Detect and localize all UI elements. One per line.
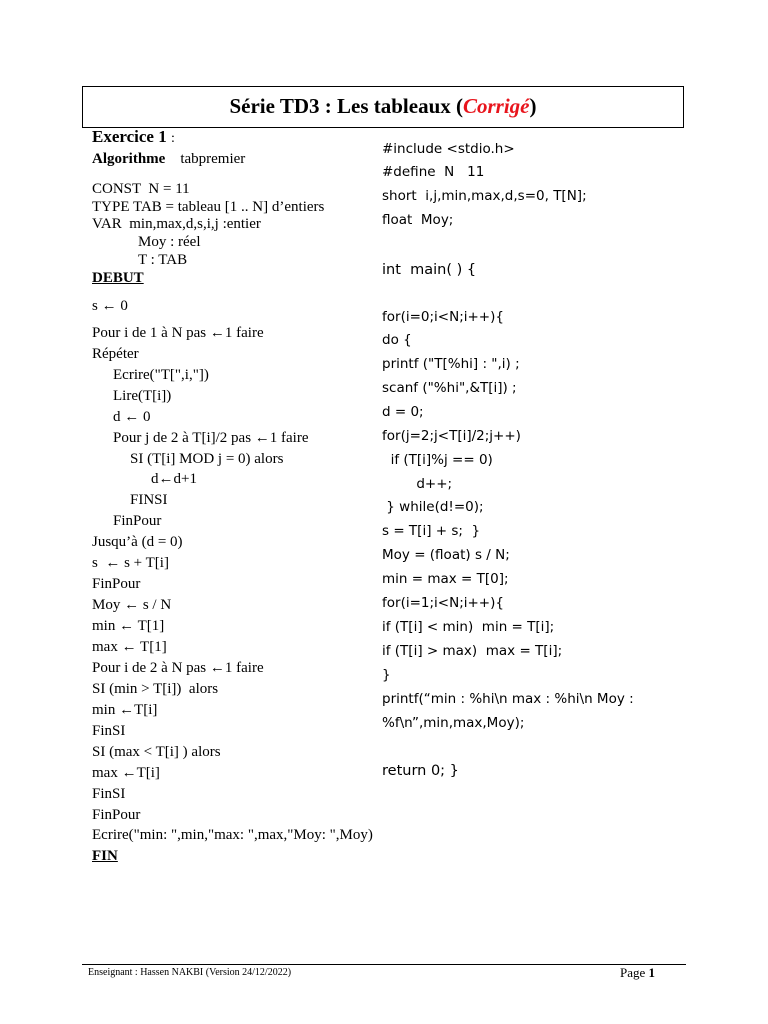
code-line: for(i=1;i<N;i++){ [382,595,504,611]
pseudocode-line: Moy : réel [138,234,201,250]
page-title [82,86,684,128]
title-prefix: Série TD3 : Les tableaux ( [229,94,463,118]
pseudocode-line: min ← T[1] [92,618,165,634]
code-line: for(j=2;j<T[i]/2;j++) [382,428,521,444]
pseudocode-line: Pour i de 2 à N pas ←1 faire [92,660,264,676]
pseudocode-line: d ← 0 [113,409,151,425]
pseudocode-line: Répéter [92,346,139,362]
code-line: d = 0; [382,404,424,420]
pseudocode-line: FinPour [92,807,141,823]
code-line: if (T[i] > max) max = T[i]; [382,643,563,659]
pseudocode-line: Pour j de 2 à T[i]/2 pas ←1 faire [113,430,309,446]
pseudocode-line: FinSI [92,723,126,739]
pseudocode-line: s ← s + T[i] [92,555,169,571]
pseudocode-line: max ←T[i] [92,765,160,781]
pseudocode-line: Ecrire("min: ",min,"max: ",max,"Moy: ",Moy) [92,827,373,843]
pseudocode-line: Ecrire("T[",i,"]) [113,367,209,383]
code-line: if (T[i] < min) min = T[i]; [382,619,555,635]
code-line: %f\n”,min,max,Moy); [382,715,525,731]
pseudocode-line: SI (min > T[i]) alors [92,681,219,697]
exercise-colon: : [170,131,175,146]
code-line: scanf ("%hi",&T[i]) ; [382,380,517,396]
exercise-heading [92,127,175,147]
pseudocode-keyword-fin: FIN [92,848,118,864]
code-line: int main( ) { [382,262,477,278]
code-line: for(i=0;i<N;i++){ [382,309,504,325]
code-line: short i,j,min,max,d,s=0, T[N]; [382,188,587,204]
code-line: return 0; } [382,763,459,779]
title-highlight: Corrigé [463,94,530,118]
code-line: min = max = T[0]; [382,571,509,587]
pseudocode-line: Jusqu’à (d = 0) [92,534,183,550]
algorithm-name: tabpremier [180,151,246,167]
pseudocode-line: TYPE TAB = tableau [1 .. N] d’entiers [92,199,325,215]
code-line: #define N 11 [382,164,485,180]
code-line: do { [382,332,412,348]
page-number: 1 [648,965,656,980]
pseudocode-line: Moy ← s / N [92,597,172,613]
pseudocode-line: min ←T[i] [92,702,158,718]
title-suffix: ) [529,94,537,118]
algorithm-keyword: Algorithme [92,151,166,167]
pseudocode-line: VAR min,max,d,s,i,j :entier [92,216,261,232]
pseudocode-line: SI (max < T[i] ) alors [92,744,221,760]
code-line: #include <stdio.h> [382,141,515,157]
code-line: s = T[i] + s; } [382,523,481,539]
pseudocode-line: SI (T[i] MOD j = 0) alors [130,451,284,467]
code-line: printf ("T[%hi] : ",i) ; [382,356,520,372]
pseudocode-line: T : TAB [138,252,188,268]
exercise-label: Exercice 1 [92,127,167,146]
pseudocode-line: FinPour [113,513,162,529]
code-line: } [382,667,391,683]
pseudocode-line: s ← 0 [92,298,128,314]
pseudocode-line: Pour i de 1 à N pas ←1 faire [92,325,264,341]
pseudocode-line: FinSI [92,786,126,802]
code-line: float Moy; [382,212,454,228]
pseudocode-line: d←d+1 [151,471,197,487]
code-line: Moy = (float) s / N; [382,547,510,563]
code-line: printf(“min : %hi\n max : %hi\n Moy : [382,691,634,707]
pseudocode-line: FINSI [130,492,168,508]
code-line: d++; [382,476,453,492]
code-line: if (T[i]%j == 0) [382,452,493,468]
footer-page [620,965,655,981]
pseudocode-line: Lire(T[i]) [113,388,172,404]
algorithm-heading [92,151,245,168]
footer-divider [82,964,686,965]
pseudocode-line: FinPour [92,576,141,592]
page-label: Page [620,965,646,980]
pseudocode-keyword-debut: DEBUT [92,270,144,286]
code-line: } while(d!=0); [382,499,484,515]
pseudocode-line: CONST N = 11 [92,181,190,197]
footer-author: Enseignant : Hassen NAKBI (Version 24/12/2022) [88,967,292,978]
pseudocode-line: max ← T[1] [92,639,167,655]
